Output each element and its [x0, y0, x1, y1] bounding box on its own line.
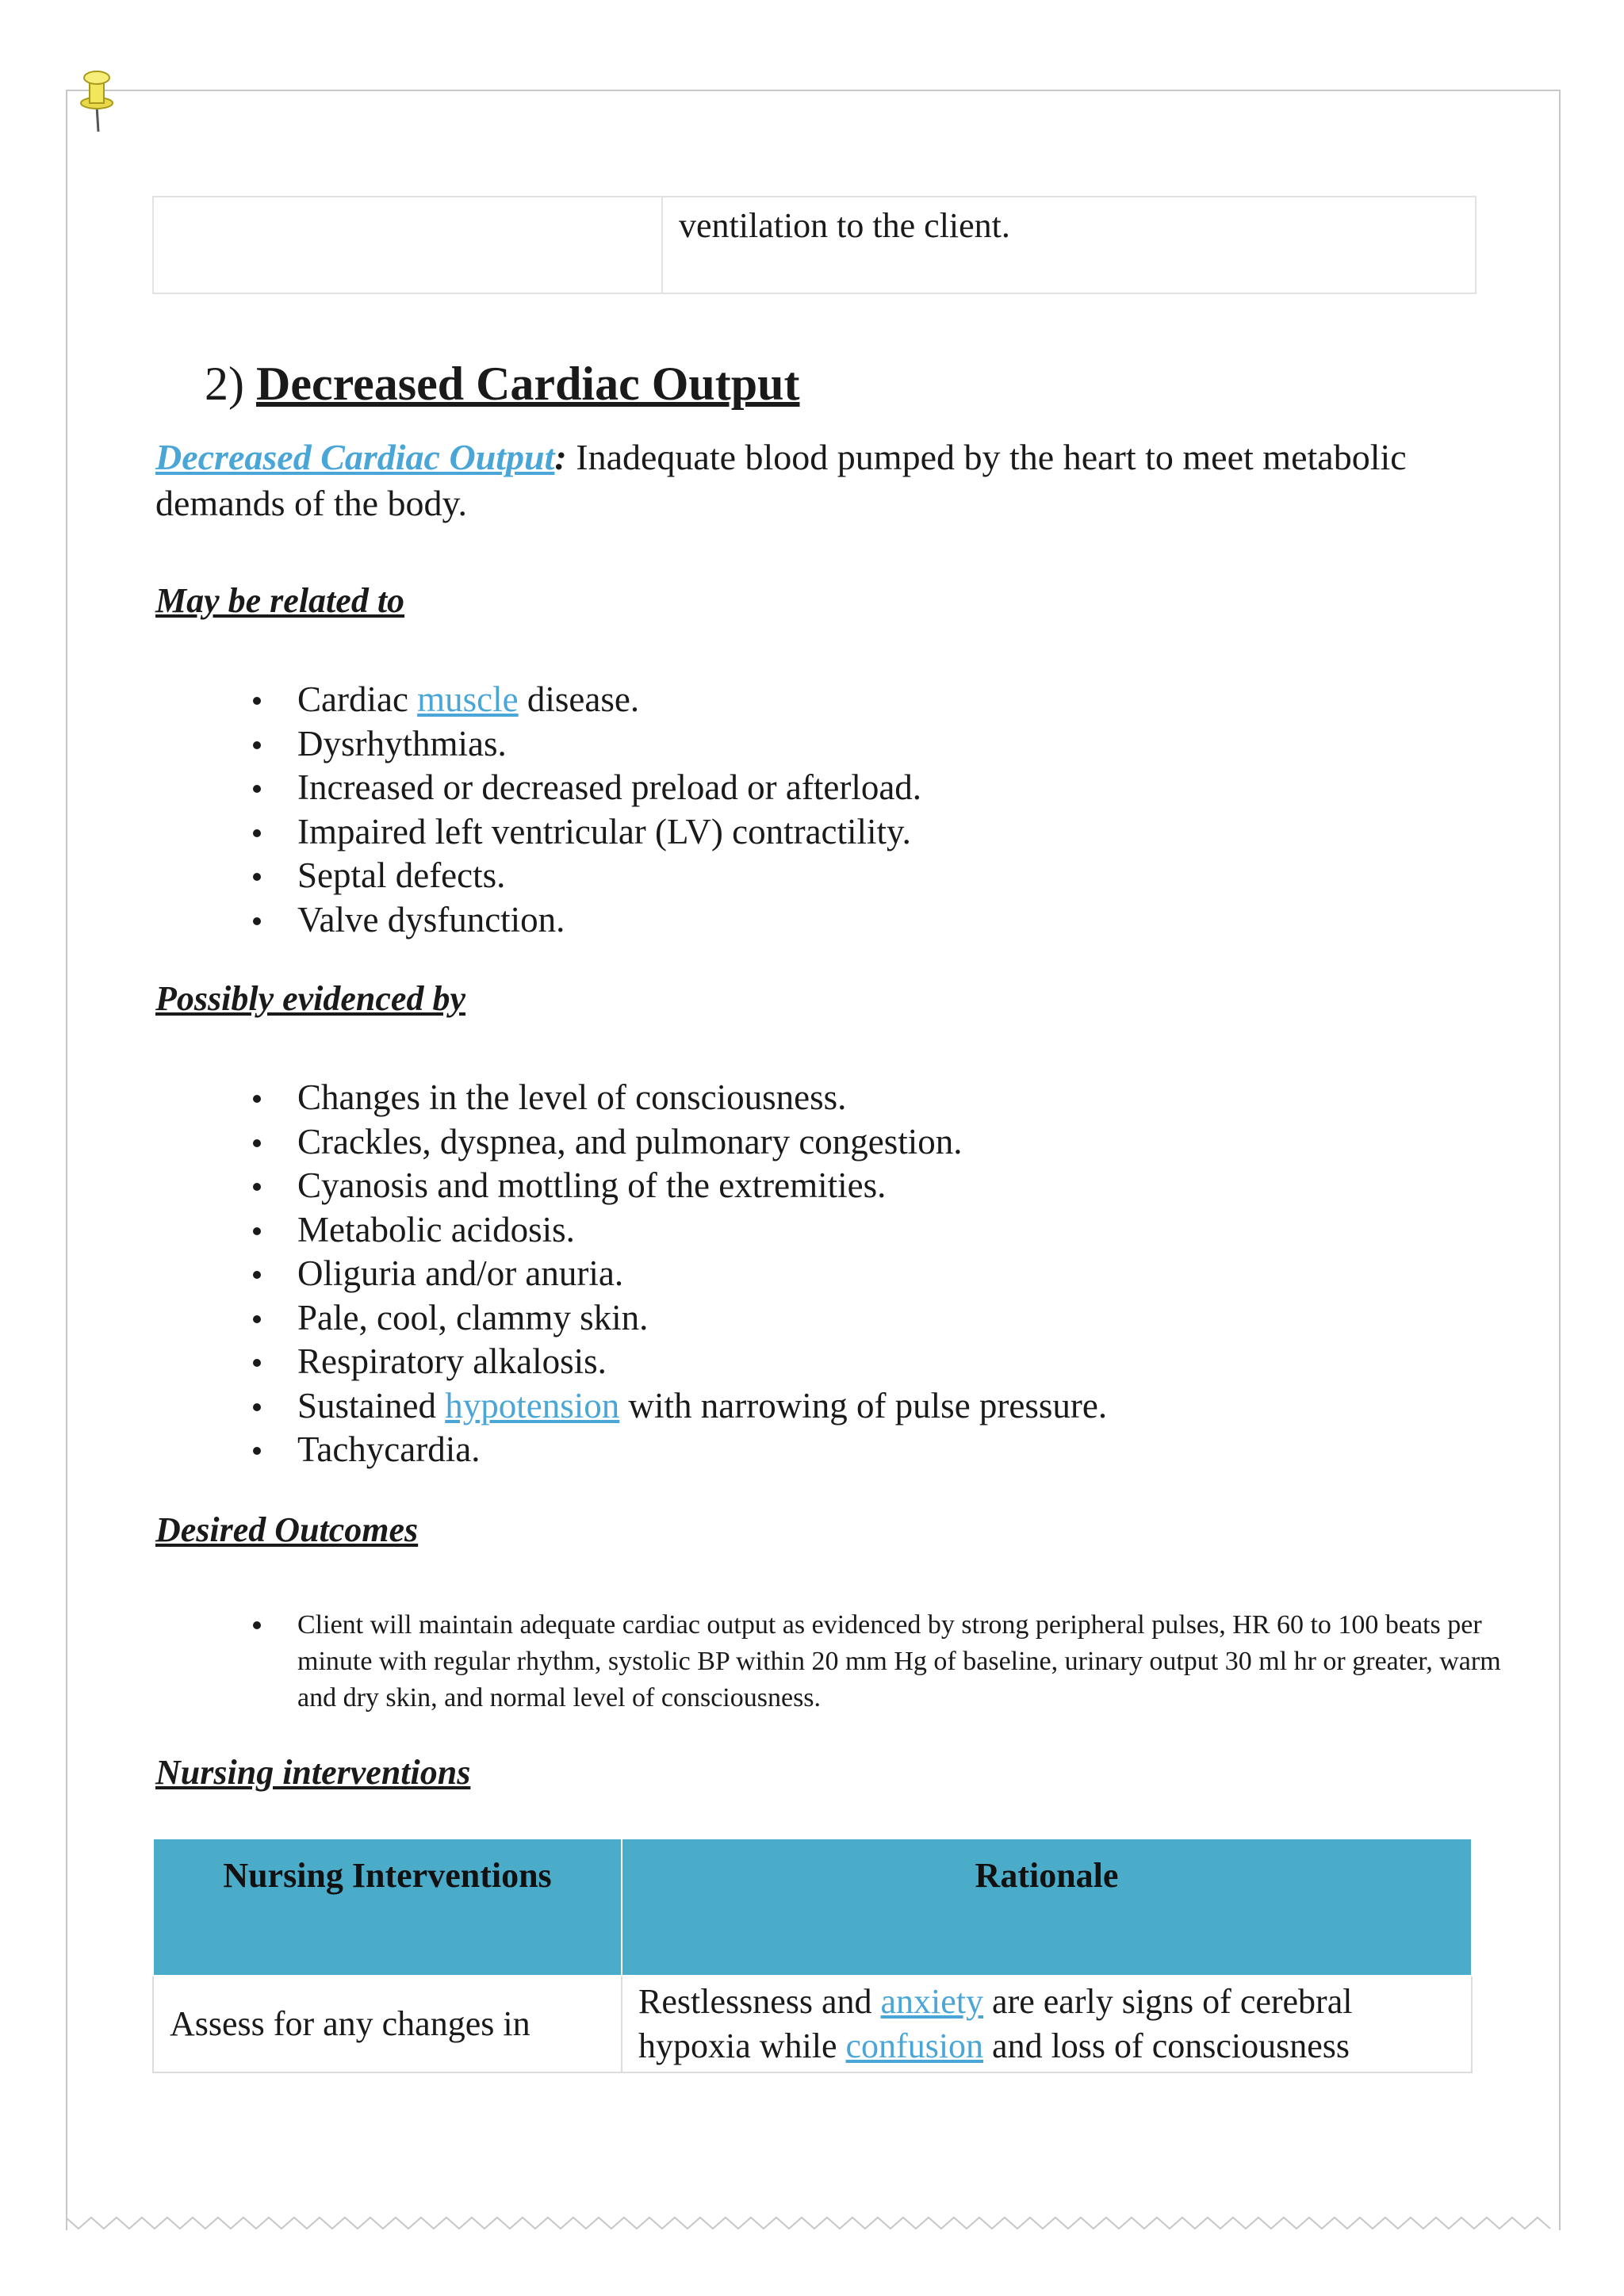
list-item [297, 1076, 1107, 1120]
column-header: Nursing Interventions [153, 1839, 622, 1976]
page-torn-edge [66, 2214, 1561, 2238]
rationale-cell [622, 1976, 1472, 2072]
evidenced-title: Possibly evidenced by [155, 979, 465, 1018]
interventions-table [152, 1838, 1473, 2073]
carryover-table [152, 196, 1477, 294]
pushpin-icon [73, 62, 121, 133]
list-item-text: with narrowing of pulse pressure. [619, 1385, 1108, 1425]
list-item-text: Impaired left ventricular (LV) contractility. [297, 811, 911, 851]
list-item-text: Metabolic acidosis. [297, 1209, 575, 1249]
list-item-text: Septal defects. [297, 855, 506, 895]
list-item [297, 1340, 1107, 1384]
definition-paragraph [155, 434, 1472, 526]
list-item [297, 1384, 1107, 1429]
list-item-text: Changes in the level of consciousness. [297, 1077, 847, 1117]
rationale-text: are early signs of cerebral hypoxia while [638, 1982, 1353, 2065]
outcome-item: Client will maintain adequate cardiac output as evidenced by strong peripheral pulses, HR 60 to 100 beats per minute with regular rhythm, systolic BP within 20 mm Hg of baseline, urinary output 30 ml hr or greater, warm and dry skin, and normal level of consciousness. [297, 1607, 1534, 1716]
section-number: 2) [205, 358, 244, 410]
list-item-text: Cardiac [297, 679, 418, 719]
related-title: May be related to [155, 581, 405, 620]
list-item [297, 1120, 1107, 1165]
table-cell-empty [153, 197, 662, 293]
rationale-text: Restlessness and [638, 1982, 881, 2021]
list-item-text: Crackles, dyspnea, and pulmonary congestion. [297, 1121, 963, 1161]
rationale-text: and loss of consciousness [983, 2026, 1350, 2065]
list-item-text: disease. [518, 679, 640, 719]
definition-text: Inadequate blood pumped by the heart to meet metabolic demands of the body. [155, 437, 1407, 523]
list-item [297, 678, 921, 722]
table-row [153, 197, 1476, 293]
section-heading [205, 357, 799, 411]
table-header-row [153, 1839, 1472, 1976]
list-item [297, 1252, 1107, 1296]
muscle-link[interactable]: muscle [417, 679, 519, 719]
list-item-text: Cyanosis and mottling of the extremities. [297, 1165, 887, 1205]
table-cell: ventilation to the client. [662, 197, 1476, 293]
list-item [297, 1208, 1107, 1253]
interventions-title: Nursing interventions [155, 1753, 471, 1792]
intervention-cell: Assess for any changes in [153, 1976, 622, 2072]
evidenced-list [238, 1076, 1107, 1472]
list-item [297, 1296, 1107, 1341]
list-item [297, 766, 921, 810]
list-item-text: Sustained [297, 1385, 446, 1425]
list-item [297, 854, 921, 898]
outcomes-title: Desired Outcomes [155, 1510, 419, 1549]
hypotension-link[interactable]: hypotension [445, 1385, 620, 1425]
list-item-text: Pale, cool, clammy skin. [297, 1297, 649, 1337]
table-row [153, 1976, 1472, 2072]
term-link[interactable]: Decreased Cardiac Output [155, 437, 555, 477]
definition-colon: : [554, 437, 567, 477]
anxiety-link[interactable]: anxiety [880, 1982, 984, 2021]
list-item-text: Increased or decreased preload or afterload. [297, 767, 922, 807]
list-item-text: Oliguria and/or anuria. [297, 1253, 624, 1293]
list-item [297, 1428, 1107, 1472]
list-item [297, 810, 921, 855]
confusion-link[interactable]: confusion [845, 2026, 984, 2065]
list-item-text: Valve dysfunction. [297, 899, 565, 939]
list-item [297, 1164, 1107, 1208]
list-item [297, 898, 921, 943]
list-item-text: Respiratory alkalosis. [297, 1341, 607, 1381]
outcomes-list [238, 1607, 1534, 1716]
list-item-text: Dysrhythmias. [297, 723, 507, 763]
list-item-text: Tachycardia. [297, 1429, 481, 1469]
list-item [297, 722, 921, 767]
column-header: Rationale [622, 1839, 1472, 1976]
section-title: Decreased Cardiac Output [255, 358, 800, 410]
related-list [238, 678, 921, 942]
